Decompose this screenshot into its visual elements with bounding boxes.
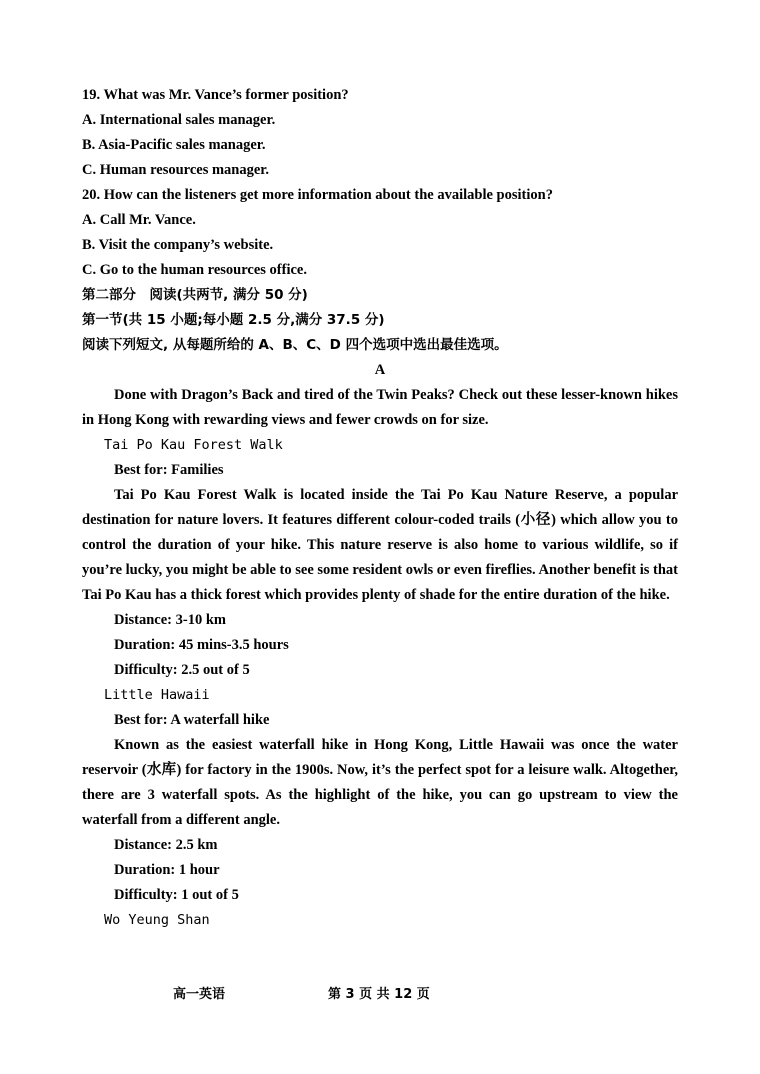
question-20-option-b: B. Visit the company’s website. (82, 237, 274, 253)
question-19-stem: 19. What was Mr. Vance’s former position? (82, 87, 349, 103)
hike-difficulty: Difficulty: 1 out of 5 (114, 887, 239, 903)
exam-page (82, 83, 678, 933)
page-footer (0, 983, 760, 1003)
question-20-stem: 20. How can the listeners get more information about the available position? (82, 187, 553, 203)
hike-title-little-hawaii: Little Hawaii (104, 687, 210, 703)
passage-intro: Done with Dragon’s Back and tired of the Twin Peaks? Check out these lesser-known hikes in Hong Kong with rewarding views and fewer crowds on for size. (82, 387, 678, 428)
hike-duration: Duration: 45 mins-3.5 hours (114, 637, 289, 653)
hike-title-wo-yeung-shan: Wo Yeung Shan (104, 912, 210, 928)
footer-page-number: 第 3 页 共 12 页 (328, 987, 430, 1002)
part-title: 第二部分 阅读(共两节, 满分 50 分) (82, 287, 308, 303)
question-19-option-c: C. Human resources manager. (82, 162, 270, 178)
section-title: 第一节(共 15 小题;每小题 2.5 分,满分 37.5 分) (82, 312, 385, 328)
hike-title-tai-po-kau: Tai Po Kau Forest Walk (104, 437, 283, 453)
hike-description: Tai Po Kau Forest Walk is located inside the Tai Po Kau Nature Reserve, a popular destination for nature lovers. It features different colour-coded trails (小径) which allow you to control the duration of your hike. This nature reserve is also home to various wildlife, so if you’re lucky, you might be able to see some resident owls or even fireflies. Another benefit is that Tai Po Kau has a thick forest which provides plenty of shade for the entire duration of the hike. (82, 487, 678, 603)
hike-distance: Distance: 3-10 km (114, 612, 226, 628)
hike-difficulty: Difficulty: 2.5 out of 5 (114, 662, 250, 678)
reading-instruction: 阅读下列短文, 从每题所给的 A、B、C、D 四个选项中选出最佳选项。 (82, 337, 508, 353)
question-19-option-a: A. International sales manager. (82, 112, 276, 128)
hike-description: Known as the easiest waterfall hike in Hong Kong, Little Hawaii was once the water reservoir (水库) for factory in the 1900s. Now, it’s the perfect spot for a leisure walk. Altogether, there are 3 waterfall spots. As the highlight of the hike, you can go upstream to view the waterfall from a different angle. (82, 737, 678, 828)
hike-distance: Distance: 2.5 km (114, 837, 218, 853)
footer-subject: 高一英语 (173, 987, 226, 1002)
passage-label: A (374, 362, 386, 378)
hike-best-for: Best for: A waterfall hike (114, 712, 270, 728)
question-20-option-c: C. Go to the human resources office. (82, 262, 307, 278)
hike-duration: Duration: 1 hour (114, 862, 220, 878)
question-19-option-b: B. Asia-Pacific sales manager. (82, 137, 266, 153)
question-20-option-a: A. Call Mr. Vance. (82, 212, 196, 228)
hike-best-for: Best for: Families (114, 462, 224, 478)
